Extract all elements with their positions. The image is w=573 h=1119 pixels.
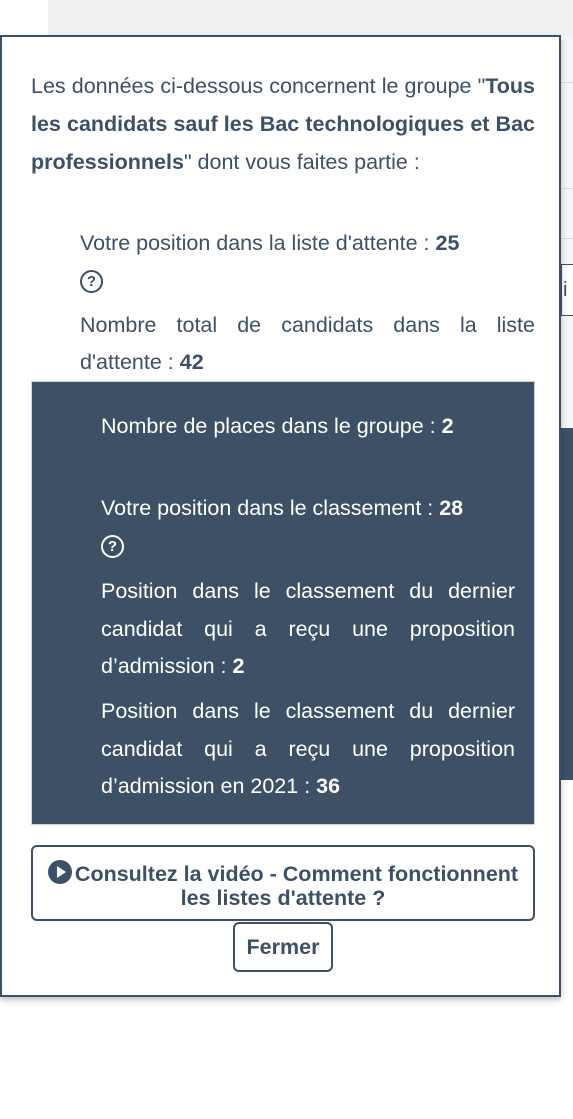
group-places — [101, 408, 515, 446]
ranking-position-value: 28 — [439, 496, 464, 520]
group-places-label: Nombre de places dans le groupe : — [101, 414, 442, 438]
group-description — [31, 67, 535, 181]
last-admitted-position — [101, 573, 515, 686]
watch-video-label: Consultez la vidéo - Comment fonctionnent les listes d'attente ? — [74, 862, 519, 910]
last-admitted-value: 2 — [232, 654, 245, 678]
ranking-position — [101, 490, 515, 565]
waitlist-info-modal — [0, 35, 561, 997]
waitlist-total-label: Nombre total de candidats dans la liste d'attente : — [80, 313, 535, 374]
waitlist-position-value: 25 — [435, 231, 460, 255]
ranking-position-label: Votre position dans le classement : — [101, 496, 440, 520]
last-admitted-position-2021 — [101, 693, 515, 806]
intro-prefix: Les données ci-dessous concernent le groupe " — [31, 74, 486, 98]
close-button[interactable]: Fermer — [233, 922, 333, 972]
play-circle-icon — [48, 860, 72, 884]
last-admitted-2021-value: 36 — [316, 774, 341, 798]
background-tab: i — [561, 264, 573, 316]
help-circle-icon[interactable]: ? — [101, 535, 124, 558]
waitlist-total-value: 42 — [179, 350, 204, 374]
background-divider — [559, 188, 573, 189]
help-circle-icon[interactable]: ? — [80, 270, 103, 293]
group-stats-panel — [31, 381, 535, 825]
waitlist-position-label: Votre position dans la liste d'attente : — [80, 231, 436, 255]
waitlist-position — [80, 225, 535, 299]
background-divider — [559, 82, 573, 83]
group-name: Tous les candidats sauf les Bac technologiques et Bac professionnels — [31, 74, 535, 174]
intro-suffix: " dont vous faites partie : — [183, 150, 420, 174]
last-admitted-label: Position dans le classement du dernier candidat qui a reçu une proposition d’admission : — [101, 579, 515, 678]
background-divider — [559, 238, 573, 239]
last-admitted-2021-label: Position dans le classement du dernier candidat qui a reçu une proposition d’admission en 2021 : — [101, 699, 515, 798]
background-dark-panel — [561, 428, 573, 780]
watch-video-button[interactable] — [31, 845, 535, 921]
waitlist-total — [80, 307, 535, 381]
group-places-value: 2 — [441, 414, 454, 438]
background-header-strip — [48, 0, 573, 36]
